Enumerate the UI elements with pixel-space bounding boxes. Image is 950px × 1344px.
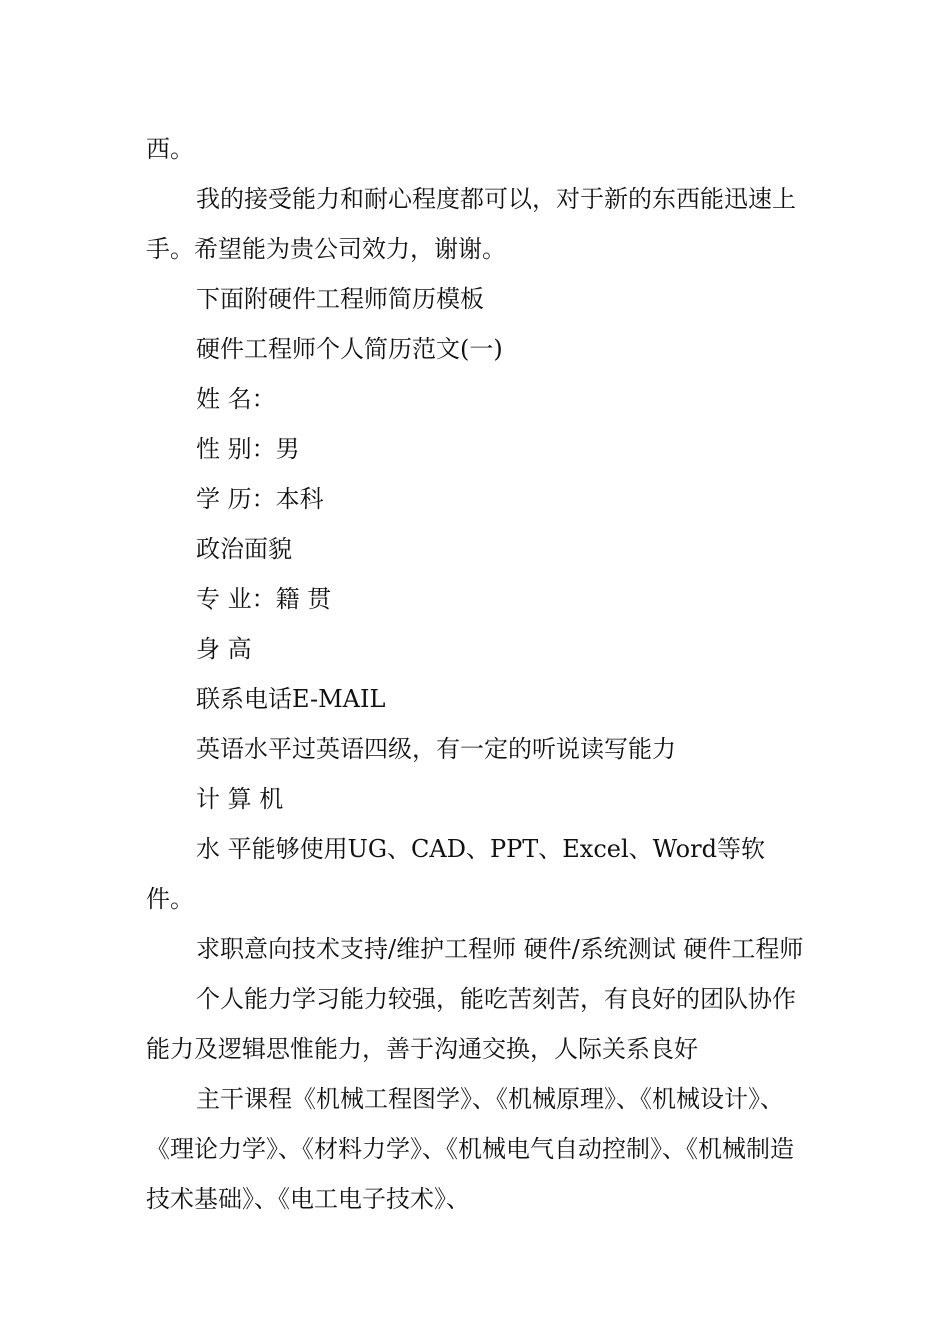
field-main-courses: 主干课程《机械工程图学》、《机械原理》、《机械设计》、《理论力学》、《材料力学》、《机械电气自动控制》、《机械制造技术基础》、《电工电子技术》、: [146, 1085, 794, 1213]
document-body: [146, 124, 806, 1224]
field-height: 身 高: [196, 635, 252, 663]
field-education: 学 历：本科: [196, 485, 324, 513]
paragraph-self-evaluation: 我的接受能力和耐心程度都可以，对于新的东西能迅速上手。希望能为贵公司效力，谢谢。: [146, 185, 796, 263]
field-job-intention: 求职意向技术支持/维护工程师 硬件/系统测试 硬件工程师: [196, 935, 804, 963]
field-computer-level: 水 平能够使用UG、CAD、PPT、Excel、Word等软件。: [146, 835, 765, 913]
paragraph-continuation: 西。: [146, 135, 194, 163]
paragraph-template-intro: 下面附硬件工程师简历模板: [196, 285, 484, 313]
field-computer: 计 算 机: [196, 785, 284, 813]
field-political-status: 政治面貌: [196, 535, 292, 563]
resume-title: 硬件工程师个人简历范文(一): [196, 335, 503, 363]
field-contact: 联系电话E-MAIL: [196, 685, 386, 713]
field-name: 姓 名：: [196, 385, 276, 413]
field-major-hometown: 专 业：籍 贯: [196, 585, 332, 613]
field-english-level: 英语水平过英语四级，有一定的听说读写能力: [196, 735, 676, 763]
field-gender: 性 别：男: [196, 435, 300, 463]
field-personal-ability: 个人能力学习能力较强，能吃苦刻苦，有良好的团队协作能力及逻辑思惟能力，善于沟通交换，人际关系良好: [146, 985, 796, 1063]
